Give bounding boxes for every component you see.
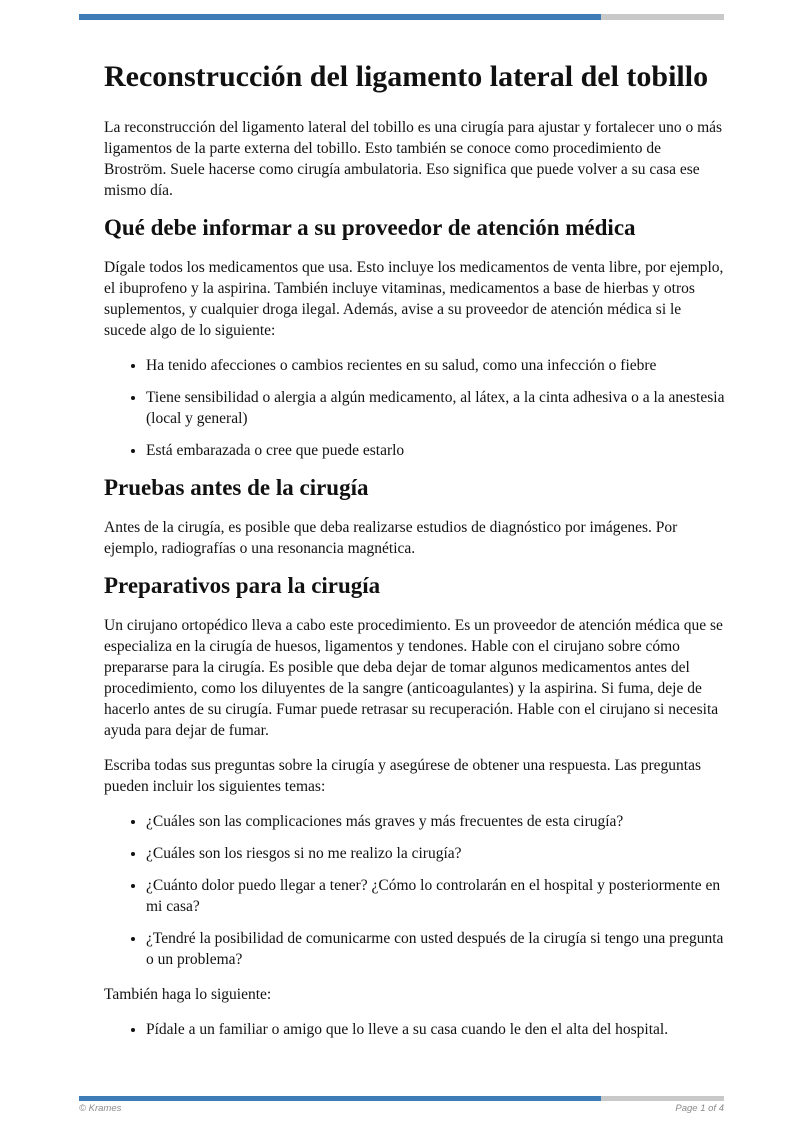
page-title: Reconstrucción del ligamento lateral del tobillo bbox=[104, 60, 709, 93]
paragraph: Antes de la cirugía, es posible que deba realizarse estudios de diagnóstico por imágenes. Por ejemplo, radiografías o una resonancia magnética. bbox=[104, 519, 678, 557]
list-item: • ¿Tendré la posibilidad de comunicarme con usted después de la cirugía si tengo una pregunta o un problema? bbox=[146, 928, 726, 970]
list-item: • Tiene sensibilidad o alergia a algún medicamento, al látex, a la cinta adhesiva o a la anestesia (local y general) bbox=[146, 387, 726, 429]
page-footer bbox=[79, 1103, 724, 1114]
bullet-list-also-do bbox=[104, 1019, 726, 1040]
section-heading-tests-before-surgery: Pruebas antes de la cirugía bbox=[104, 475, 369, 500]
bottom-divider-gray-bar bbox=[601, 1096, 724, 1101]
bullet-list-questions bbox=[104, 811, 726, 970]
section-heading-preparing-for-surgery: Preparativos para la cirugía bbox=[104, 573, 381, 598]
list-item: • ¿Cuánto dolor puedo llegar a tener? ¿Cómo lo controlarán en el hospital y posteriormente en mi casa? bbox=[146, 875, 726, 917]
section-heading-inform-provider: Qué debe informar a su proveedor de atención médica bbox=[104, 215, 636, 240]
paragraph: Dígale todos los medicamentos que usa. Esto incluye los medicamentos de venta libre, por ejemplo, el ibuprofeno y la aspirina. También incluye vitaminas, medicamentos a base de hierbas y otros suplementos, y cualquier droga ilegal. Además, avise a su proveedor de atención médica si le sucede algo de lo siguiente: bbox=[104, 259, 724, 339]
bottom-divider bbox=[79, 1096, 724, 1101]
list-item: • ¿Cuáles son los riesgos si no me realizo la cirugía? bbox=[146, 843, 726, 864]
page-number: Page 1 of 4 bbox=[675, 1103, 724, 1114]
bottom-divider-blue-bar bbox=[79, 1096, 601, 1101]
bullet-list-health-conditions bbox=[104, 355, 726, 461]
intro-paragraph: La reconstrucción del ligamento lateral del tobillo es una cirugía para ajustar y fortalecer uno o más ligamentos de la parte externa del tobillo. Esto también se conoce como procedimiento de Broström. Suele hacerse como cirugía ambulatoria. Eso significa que puede volver a su casa ese mismo día. bbox=[104, 119, 723, 199]
list-item: • Pídale a un familiar o amigo que lo lleve a su casa cuando le den el alta del hospital. bbox=[146, 1019, 726, 1040]
list-item: • ¿Cuáles son las complicaciones más graves y más frecuentes de esta cirugía? bbox=[146, 811, 726, 832]
paragraph: Un cirujano ortopédico lleva a cabo este procedimiento. Es un proveedor de atención médica que se especializa en la cirugía de huesos, ligamentos y tendones. Hable con el cirujano sobre cómo prepararse para la cirugía. Es posible que deba dejar de tomar algunos medicamentos antes del procedimiento, como los diluyentes de la sangre (anticoagulantes) y la aspirina. Si fuma, deje de hacerlo antes de su cirugía. Fumar puede retrasar su recuperación. Hable con el cirujano si necesita ayuda para dejar de fumar. bbox=[104, 617, 723, 739]
top-divider-gray-bar bbox=[601, 14, 724, 20]
document-content bbox=[104, 58, 726, 1054]
top-divider bbox=[79, 14, 724, 20]
copyright-text: © Krames bbox=[79, 1103, 122, 1114]
list-item: • Está embarazada o cree que puede estarlo bbox=[146, 440, 726, 461]
paragraph: Escriba todas sus preguntas sobre la cirugía y asegúrese de obtener una respuesta. Las preguntas pueden incluir los siguientes temas: bbox=[104, 757, 701, 795]
paragraph: También haga lo siguiente: bbox=[104, 986, 272, 1003]
list-item: • Ha tenido afecciones o cambios recientes en su salud, como una infección o fiebre bbox=[146, 355, 726, 376]
top-divider-blue-bar bbox=[79, 14, 601, 20]
